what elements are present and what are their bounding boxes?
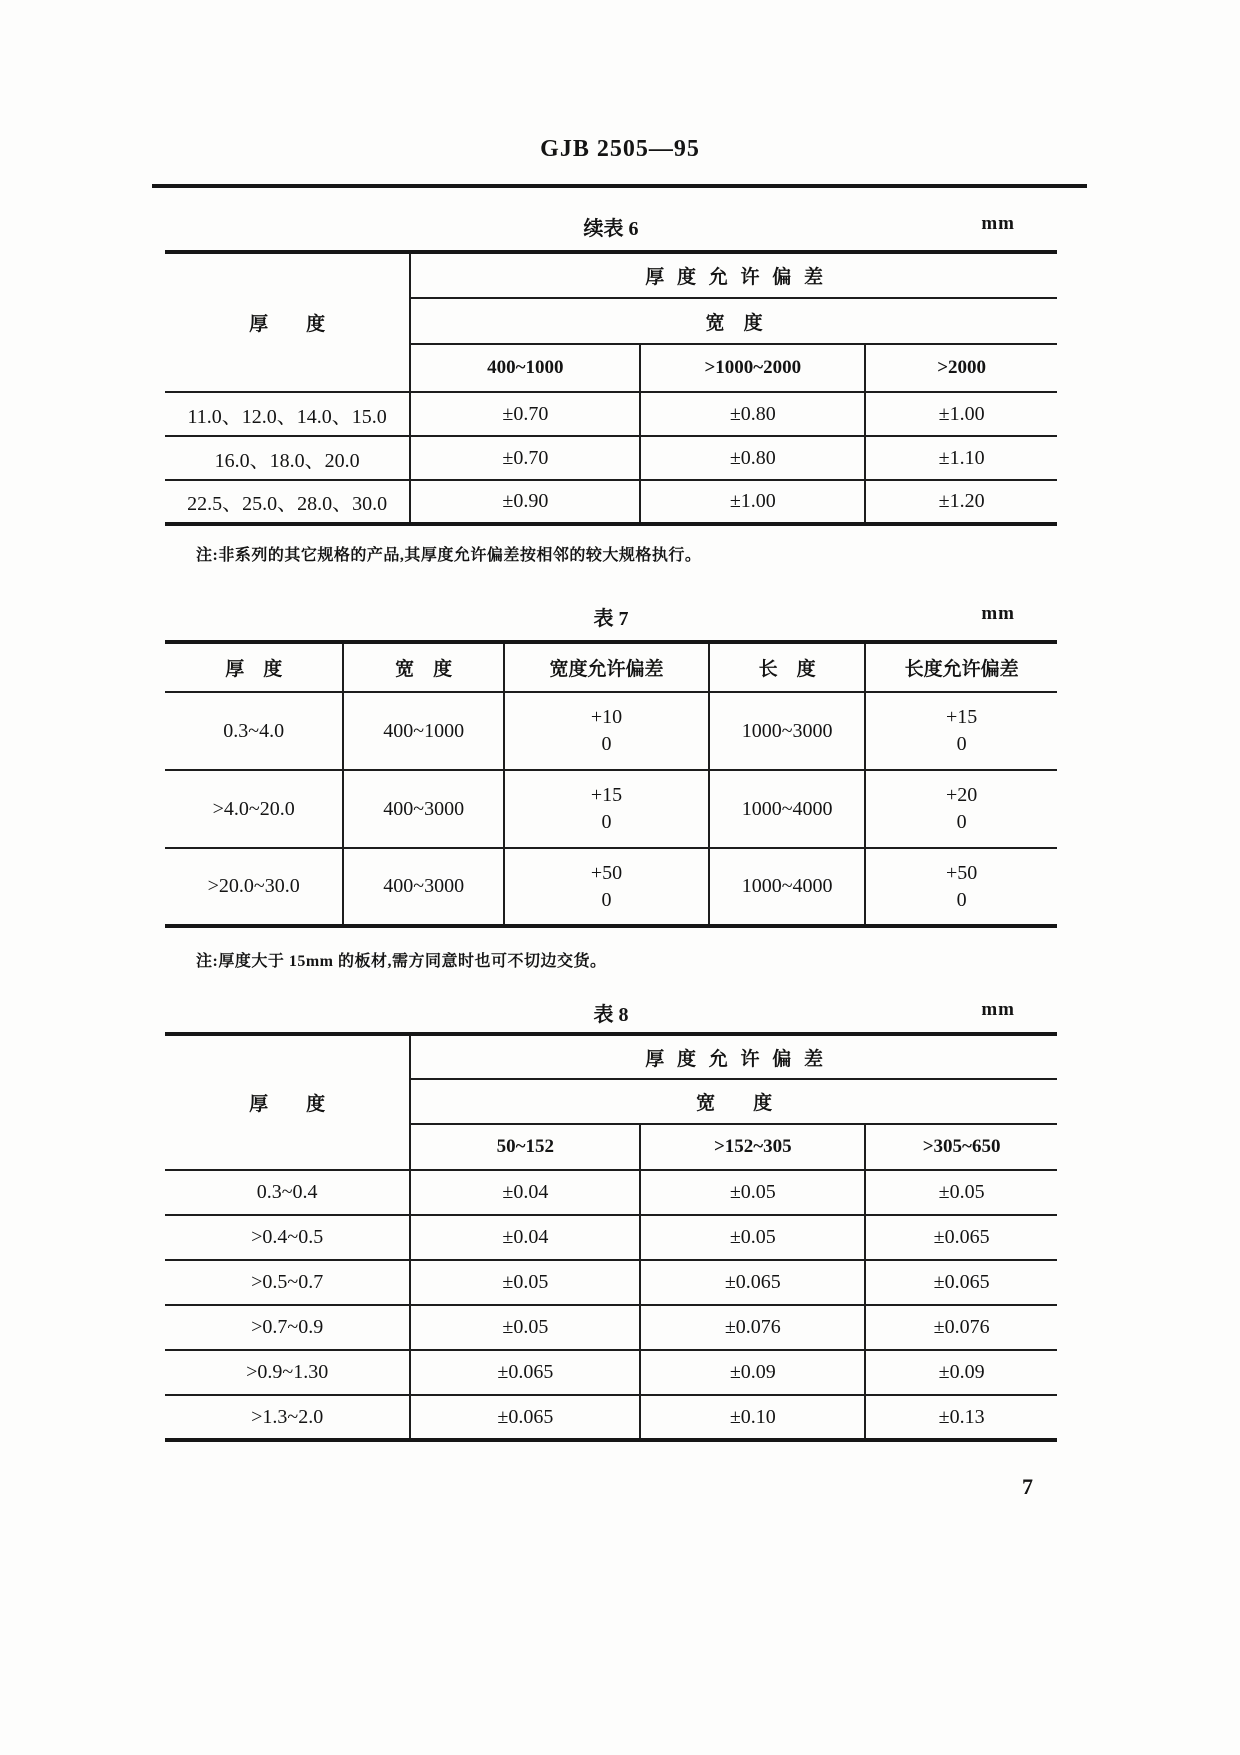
- data-cell: ±0.05: [865, 1170, 1057, 1215]
- table8-col-header: 50~152: [410, 1124, 640, 1170]
- data-cell: ±0.076: [640, 1305, 865, 1350]
- table7-unit-label: mm: [981, 603, 1015, 624]
- data-cell: ±0.065: [410, 1395, 640, 1440]
- data-cell: ±1.00: [865, 392, 1057, 436]
- table8-unit-label: mm: [981, 999, 1015, 1020]
- width-cell: 400~1000: [343, 692, 504, 770]
- data-cell: ±0.05: [410, 1305, 640, 1350]
- table6-col-header: >2000: [865, 344, 1057, 392]
- length-cell: 1000~4000: [709, 770, 865, 848]
- thickness-cell: 11.0、12.0、14.0、15.0: [165, 392, 410, 436]
- width-deviation-cell: [504, 770, 709, 848]
- data-cell: ±0.065: [865, 1260, 1057, 1305]
- table8-corner-header: 厚 度: [165, 1034, 410, 1170]
- table8-caption-row: [165, 998, 1057, 1028]
- table7-note: 注:厚度大于 15mm 的板材,需方同意时也可不切边交货。: [196, 953, 607, 970]
- data-cell: ±0.80: [640, 392, 865, 436]
- thickness-cell: 16.0、18.0、20.0: [165, 436, 410, 480]
- table7-row: [165, 848, 1057, 926]
- data-cell: ±0.065: [410, 1350, 640, 1395]
- table7-col-header: 长 度: [709, 642, 865, 692]
- data-cell: ±0.065: [865, 1215, 1057, 1260]
- length-deviation-cell: [865, 692, 1057, 770]
- table7-col-header: 长度允许偏差: [865, 642, 1057, 692]
- data-cell: ±0.09: [640, 1350, 865, 1395]
- data-cell: ±0.13: [865, 1395, 1057, 1440]
- table7-col-header: 宽度允许偏差: [504, 642, 709, 692]
- table7-caption-row: [165, 602, 1057, 632]
- table7-col-header: 宽 度: [343, 642, 504, 692]
- thickness-cell: 0.3~4.0: [165, 692, 343, 770]
- data-cell: ±0.076: [865, 1305, 1057, 1350]
- deviation-plus: +15: [945, 706, 978, 728]
- deviation-plus: +50: [945, 861, 978, 884]
- doc-code-header: GJB 2505—95: [540, 136, 700, 162]
- data-cell: ±0.80: [640, 436, 865, 480]
- deviation-zero: 0: [956, 888, 967, 911]
- width-deviation-cell: [504, 848, 709, 926]
- data-cell: ±0.70: [410, 392, 640, 436]
- width-deviation-cell: [504, 692, 709, 770]
- table6-caption: 续表 6: [583, 218, 639, 240]
- deviation-plus: +10: [590, 706, 623, 728]
- table6-row: [165, 480, 1057, 524]
- table6-span-header: 厚 度 允 许 偏 差: [410, 252, 1057, 298]
- data-cell: ±0.09: [865, 1350, 1057, 1395]
- table8-row: [165, 1260, 1057, 1305]
- table6-caption-row: [165, 212, 1057, 242]
- table6-note: 注:非系列的其它规格的产品,其厚度允许偏差按相邻的较大规格执行。: [196, 547, 702, 564]
- data-cell: ±0.04: [410, 1215, 640, 1260]
- thickness-cell: >0.5~0.7: [165, 1260, 410, 1305]
- table8-row: [165, 1305, 1057, 1350]
- length-cell: 1000~4000: [709, 848, 865, 926]
- width-cell: 400~3000: [343, 770, 504, 848]
- deviation-zero: 0: [601, 811, 612, 833]
- deviation-zero: 0: [956, 811, 967, 833]
- length-deviation-cell: [865, 848, 1057, 926]
- table8-col-header: >305~650: [865, 1124, 1057, 1170]
- table8-row: [165, 1395, 1057, 1440]
- data-cell: ±0.05: [410, 1260, 640, 1305]
- table7-caption: 表 7: [593, 608, 629, 630]
- data-cell: ±0.04: [410, 1170, 640, 1215]
- data-cell: ±0.70: [410, 436, 640, 480]
- table6-row: [165, 436, 1057, 480]
- deviation-zero: 0: [956, 733, 967, 755]
- deviation-plus: +50: [590, 861, 623, 884]
- table6-col-header: >1000~2000: [640, 344, 865, 392]
- thickness-cell: >20.0~30.0: [165, 848, 343, 926]
- table7-row: [165, 770, 1057, 848]
- deviation-zero: 0: [601, 733, 612, 755]
- deviation-zero: 0: [601, 888, 612, 911]
- table7: [165, 640, 1057, 928]
- data-cell: ±0.065: [640, 1260, 865, 1305]
- length-cell: 1000~3000: [709, 692, 865, 770]
- table6-col-header: 400~1000: [410, 344, 640, 392]
- data-cell: ±0.05: [640, 1170, 865, 1215]
- page-number: 7: [1022, 1474, 1033, 1499]
- table8-row: [165, 1215, 1057, 1260]
- table8-sub-header: 宽 度: [410, 1079, 1057, 1124]
- data-cell: ±0.05: [640, 1215, 865, 1260]
- data-cell: ±1.00: [640, 480, 865, 524]
- table7-col-header: 厚 度: [165, 642, 343, 692]
- table7-row: [165, 692, 1057, 770]
- table8-col-header: >152~305: [640, 1124, 865, 1170]
- thickness-cell: 0.3~0.4: [165, 1170, 410, 1215]
- width-cell: 400~3000: [343, 848, 504, 926]
- thickness-cell: 22.5、25.0、28.0、30.0: [165, 480, 410, 524]
- table8-caption: 表 8: [593, 1004, 629, 1026]
- thickness-cell: >0.9~1.30: [165, 1350, 410, 1395]
- table6-unit-label: mm: [981, 213, 1015, 234]
- table8-row: [165, 1350, 1057, 1395]
- table8: [165, 1032, 1057, 1442]
- table8-span-header: 厚 度 允 许 偏 差: [410, 1034, 1057, 1079]
- deviation-plus: +15: [590, 784, 623, 806]
- deviation-plus: +20: [945, 784, 978, 806]
- data-cell: ±1.10: [865, 436, 1057, 480]
- table6-corner-header: 厚 度: [165, 252, 410, 392]
- header-rule: [152, 184, 1087, 188]
- table6-row: [165, 392, 1057, 436]
- thickness-cell: >4.0~20.0: [165, 770, 343, 848]
- thickness-cell: >0.7~0.9: [165, 1305, 410, 1350]
- data-cell: ±0.90: [410, 480, 640, 524]
- table6-continued: [165, 250, 1057, 526]
- table8-row: [165, 1170, 1057, 1215]
- thickness-cell: >0.4~0.5: [165, 1215, 410, 1260]
- thickness-cell: >1.3~2.0: [165, 1395, 410, 1440]
- length-deviation-cell: [865, 770, 1057, 848]
- table6-sub-header: 宽 度: [410, 298, 1057, 344]
- data-cell: ±1.20: [865, 480, 1057, 524]
- data-cell: ±0.10: [640, 1395, 865, 1440]
